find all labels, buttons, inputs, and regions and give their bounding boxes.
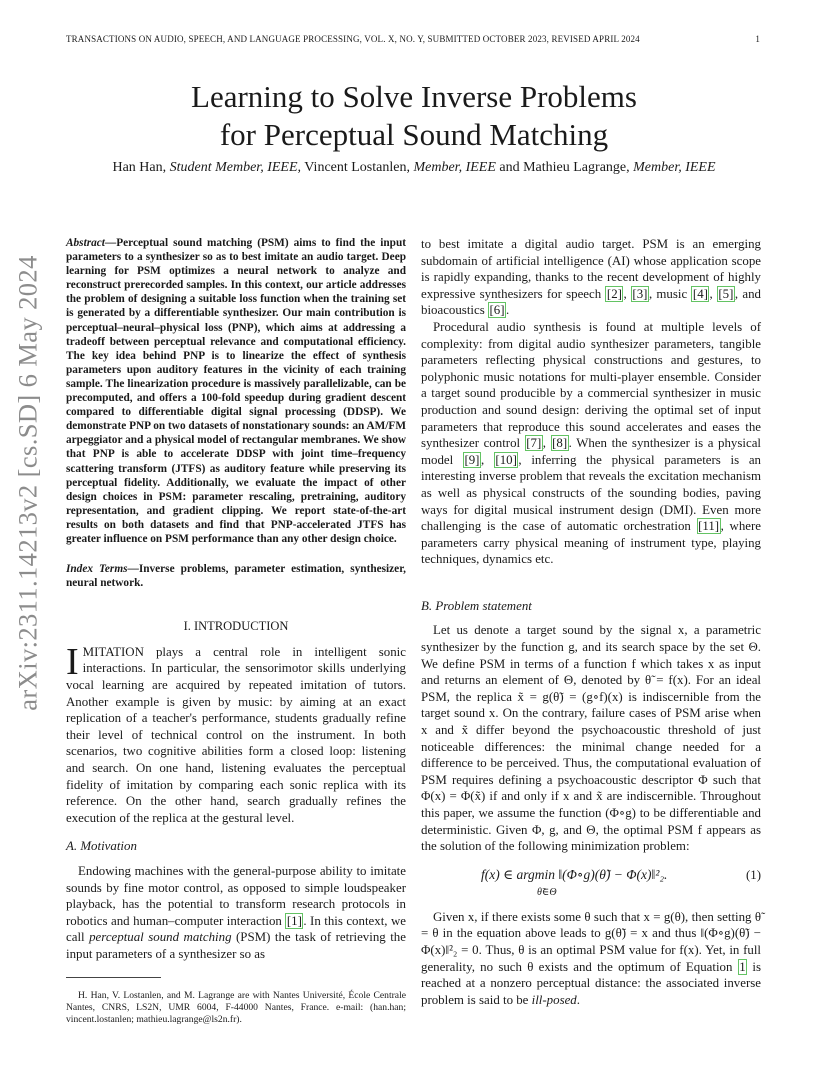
author-3: and Mathieu Lagrange,	[495, 160, 634, 175]
procedural-synthesis-paragraph: Procedural audio synthesis is found at multiple levels of complexity: from digital audio synthesizer parameters, tangible parameters reflecting physical constructions and gestures, to polyphonic music notations for multi-player ensemble. Consider a target sound producible by a commercial synthesizer in music production and sound design: deriving the optimal set of input parameters that reproduce this sound accelerates and eases the synthesizer control [7] , [8] . When the synthesizer is a physical model [9] , [10] , inferring the physical parameters is an interesting inverse problem that reveals the excitation mechanism as well as physical constructs of the sounding bodies, paving ways for digital musical instrument design (DMI). Even more challenging is the case of automatic orchestration [11] , where parameters carry physical meaning of instrument type, playing techniques, dynamics etc.	[421, 319, 762, 567]
right-column	[421, 236, 761, 1008]
abstract-text: —Perceptual sound matching (PSM) aims to find the input parameters to a synthesizer so as to best imitate an audio target. Deep learning for PSM optimizes a neural network to analyze and reconstruct prerecorded samples. In this context, our article addresses the problem of designing a suitable loss function when the training set is generated by a differentiable synthesizer. Our main contribution is perceptual–neural–physical loss (PNP), which aims at addressing a tradeoff between perceptual relevance and computational efficiency. The key idea behind PNP is to linearize the effect of synthesis parameters upon auditory features in the vicinity of each training sample. The linearization procedure is massively parallelizable, can be precomputed, and offers a 100-fold speedup during gradient descent compared to differentiable digital signal processing (DDSP). We demonstrate PNP on two datasets of nonstationary sounds: an AM/FM arpeggiator and a physical model of rectangular membranes. We show that PNP is able to accelerate DDSP with joint time–frequency scattering transform (JTFS) as auditory feature while preserving its perceptual fidelity. Additionally, we evaluate the impact of other design choices in PSM: parameter rescaling, pretraining, auditory representation, and gradient clipping. We report state-of-the-art results on both datasets and find that PNP-accelerated JTFS has greater influence on PSM performance than any other design choice.	[66, 237, 406, 545]
problem-statement-paragraph: Let us denote a target sound by the signal x, a parametric synthesizer by the function g, and its search space by the set Θ. We define PSM in terms of a function f which takes x as input and returns an element of Θ, denoted by θ̃ = f(x). For an ideal PSM, the replica x̃ = g(θ̃) = (g∘f)(x) is indiscernible from the target sound x. On the contrary, failure cases of PSM arise when x and x̃ differ beyond the psychoacoustic threshold of just noticeable differences: the minimal change needed for a difference to be perceived. Thus, the computational evaluation of PSM requires defining a psychoacoustic descriptor Φ such that Φ(x) = Φ(x̃) if and only if x and x̃ are indiscernible. Throughout this paper, we assume the function (Φ∘g) to be differentiable and deterministic. Given Φ, g, and Θ, the optimal PSM f appears as the solution of the following minimization problem:	[421, 623, 761, 854]
author-affiliation-footnote: H. Han, V. Lostanlen, and M. Lagrange are with Nantes Université, École Centrale Nantes, CNRS, LS2N, UMR 6004, F-44000 Nantes, France. e-mail: (han.han; vincent.lostanlen; mathieu.lagrange@ls2n.fr).	[66, 989, 406, 1025]
page-number: 1	[755, 34, 760, 44]
author-1-role: Student Member, IEEE,	[169, 160, 302, 175]
title-line-2: for Perceptual Sound Matching	[219, 117, 609, 152]
title-line-1: Learning to Solve Inverse Problems	[191, 79, 637, 114]
author-3-role: Member, IEEE	[633, 160, 716, 175]
subsection-heading-motivation: A. Motivation	[66, 839, 137, 854]
arxiv-stamp	[8, 255, 48, 711]
equation-number: (1)	[745, 867, 761, 882]
citation-link[interactable]: [11]	[698, 519, 720, 534]
citation-link[interactable]: [10]	[495, 452, 517, 467]
footnote-rule	[66, 977, 161, 978]
author-2: Vincent Lostanlen,	[301, 160, 414, 175]
author-2-role: Member, IEEE	[413, 160, 496, 175]
abstract	[66, 236, 406, 546]
citation-link[interactable]: [4]	[692, 286, 708, 301]
section-heading-introduction: I. INTRODUCTION	[183, 619, 289, 634]
continuation-paragraph: to best imitate a digital audio target. PSM is an emerging subdomain of artificial intelligence (AI) whose application scope is rapidly expanding, thanks to the recent development of highly expressive synthesizers for speech [2] , [3] , music [4] , [5] , and bioacoustics [6] .	[421, 237, 761, 318]
running-header	[66, 34, 760, 44]
abstract-label: Abstract	[66, 237, 105, 249]
ill-posed-paragraph: Given x, if there exists some θ such that x = g(θ), then setting θ̃ = θ in the equation above leads to g(θ̃) = x and thus ‖(Φ∘g)(θ̃) − Φ(x)‖²₂ = 0. Thus, θ is an optimal PSM value for f(x). Yet, in full generality, no such θ exists and the optimum of Equation 1 is reached at a nonzero perceptual distance: the associated inverse problem is said to be ill-posed.	[421, 909, 761, 1007]
left-column	[66, 236, 406, 1026]
subsection-heading-problem-statement: B. Problem statement	[421, 598, 532, 613]
equation-body: f(x) ∈ argmin ‖(Φ∘g)(θ̃) − Φ(x)‖²₂.	[481, 866, 668, 882]
drop-cap: I	[66, 640, 79, 683]
citation-link[interactable]: [8]	[552, 436, 568, 451]
author-1: Han Han,	[112, 160, 170, 175]
citation-link[interactable]: [5]	[718, 286, 734, 301]
citation-link[interactable]: [6]	[489, 303, 505, 318]
equation-reference-link[interactable]: 1	[739, 959, 746, 974]
citation-link[interactable]: [3]	[632, 286, 648, 301]
paper-title	[0, 78, 828, 154]
citation-link[interactable]: [1]	[286, 913, 302, 928]
citation-link[interactable]: [7]	[526, 436, 542, 451]
citation-link[interactable]: [2]	[606, 286, 622, 301]
arxiv-identifier: arXiv:2311.14213v2 [cs.SD] 6 May 2024	[12, 255, 43, 711]
running-head-text: TRANSACTIONS ON AUDIO, SPEECH, AND LANGUAGE PROCESSING, VOL. X, NO. Y, SUBMITTED OCTOBER 2023, REVISED APRIL 2024	[66, 34, 640, 44]
intro-paragraph: IMITATION plays a central role in intelligent sonic interactions. In particular, the sensorimotor skills underlying vocal learning are acquired by repeated imitation of tutors. Another example is given by music: by aiming at an exact replication of a teacher's performance, students gradually refine their level of technical control on the instrument. In both scenarios, two cognitive abilities form a closed loop: listening and search. On one hand, listening evaluates the perceptual fidelity of imitation by comparing each sonic replica with its reference. On the other hand, search gradually refines the execution of the replica at the gestural level.	[66, 640, 406, 825]
index-terms-text: —Inverse problems, parameter estimation, synthesizer, neural network.	[66, 563, 406, 590]
index-terms-label: Index Terms	[66, 563, 128, 576]
motivation-paragraph: Endowing machines with the general-purpose ability to imitate sounds by fine motor control, as opposed to simple loudspeaker playback, has the potential to transform research protocols in robotics and human–computer interaction [1] . In this context, we call perceptual sound matching (PSM) the task of retrieving the input parameters of a synthesizer so as	[66, 863, 406, 961]
author-list	[0, 160, 828, 176]
equation-1	[421, 863, 761, 901]
index-terms	[66, 562, 406, 590]
citation-link[interactable]: [9]	[464, 452, 480, 467]
equation-subscript: θ̃∈Θ	[537, 886, 557, 898]
